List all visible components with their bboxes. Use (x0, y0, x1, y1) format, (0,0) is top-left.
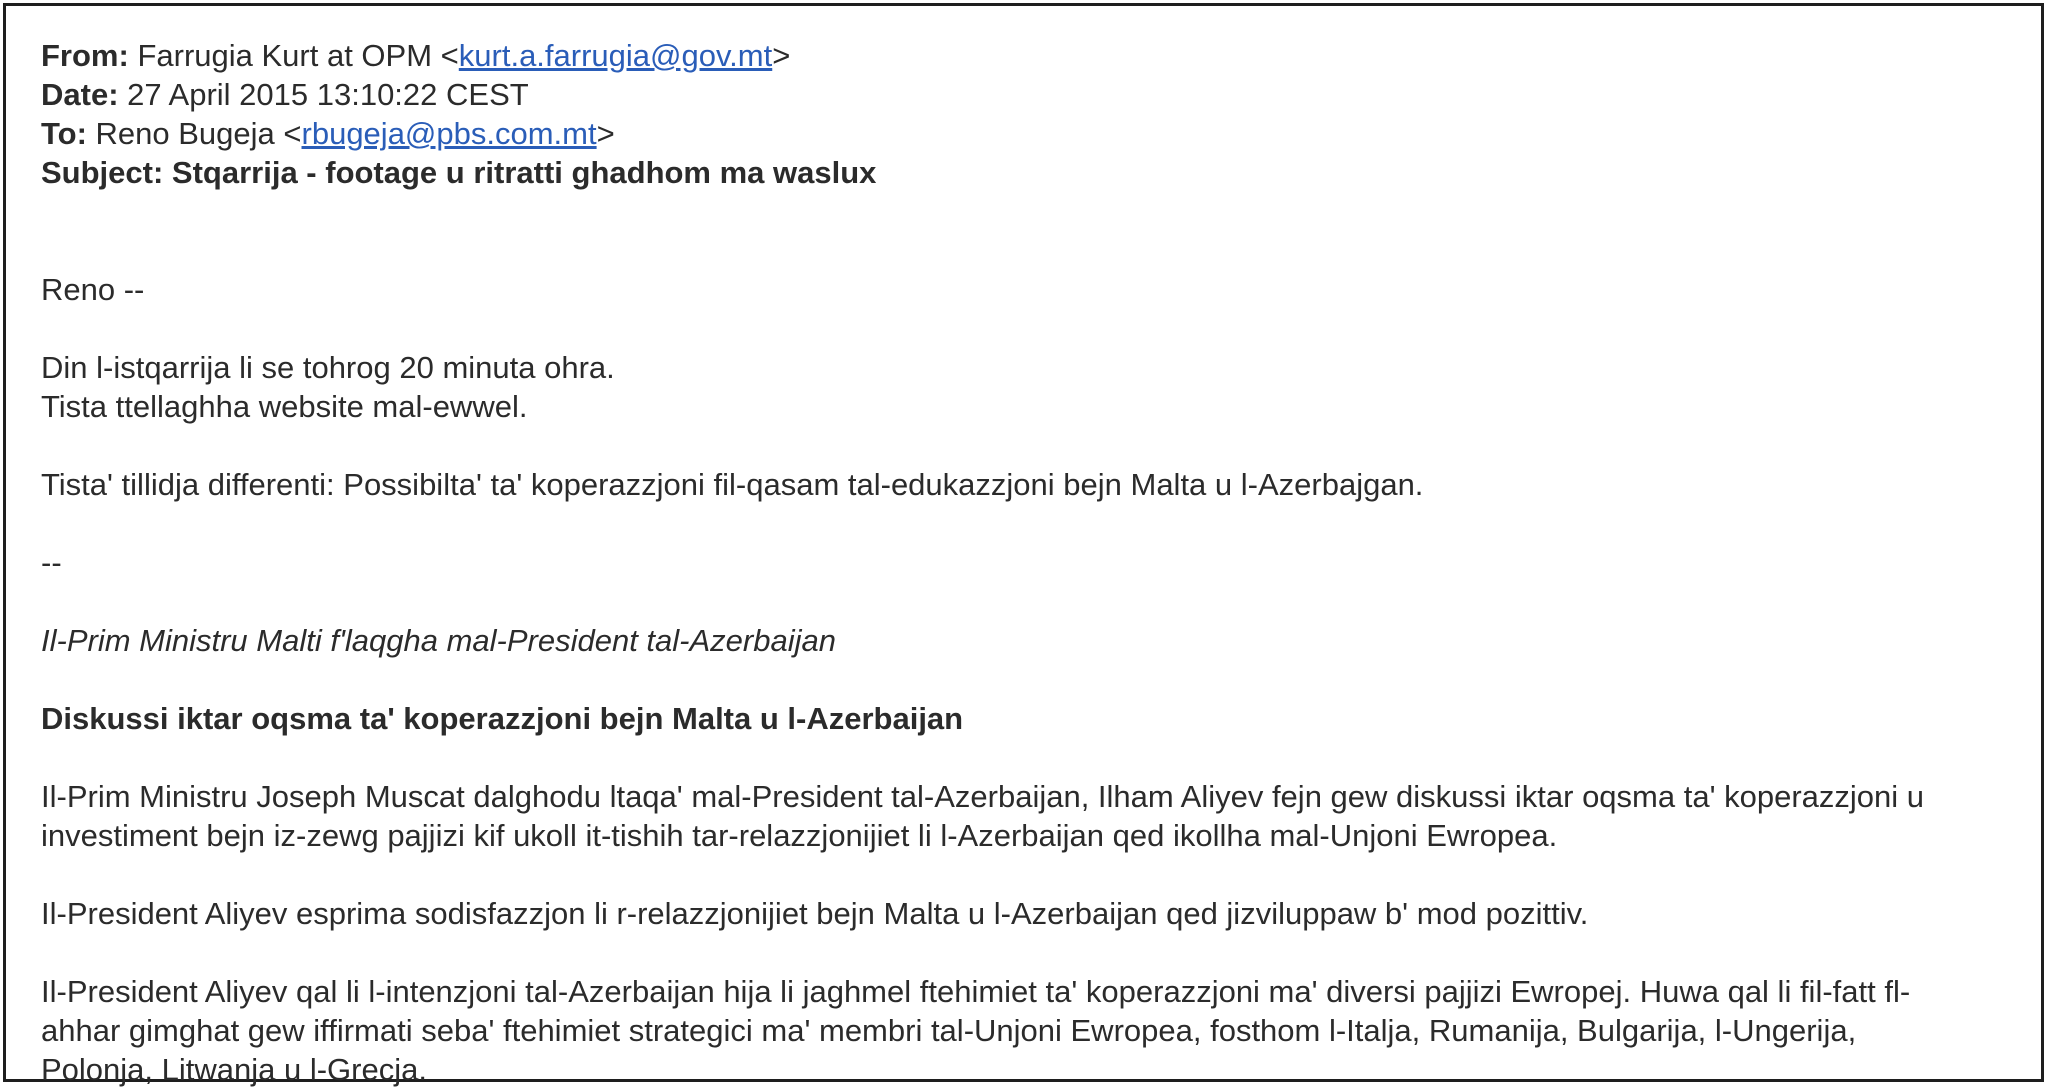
email-content (41, 36, 2011, 1089)
paragraph-3-line-1: Il-President Aliyev qal li l-intenzjoni tal-Azerbaijan hija li jaghmel ftehimiet ta' koperazzjoni ma' diversi pajjizi Ewropej. Huwa qal li fil-fatt fl- (41, 974, 1911, 1009)
italic-heading: Il-Prim Ministru Malti f'laqgha mal-President tal-Azerbaijan (41, 623, 836, 658)
from-close-bracket: > (772, 38, 791, 73)
body-line-2: Tista ttellaghha website mal-ewwel. (41, 389, 528, 424)
to-label: To: (41, 116, 87, 151)
from-email-link[interactable]: kurt.a.farrugia@gov.mt (458, 38, 773, 73)
subject-value: Stqarrija - footage u ritratti ghadhom ma waslux (171, 155, 877, 190)
from-name: Farrugia Kurt at OPM (137, 38, 433, 73)
paragraph-1-line-2: investiment bejn iz-zewg pajjizi kif ukoll it-tishih tar-relazzjonijiet li l-Azerbaijan qed ikollha mal-Unjoni Ewropea. (41, 818, 1558, 853)
signature-separator: -- (41, 545, 62, 580)
subject-label: Subject: (41, 155, 164, 190)
email-header-to (41, 114, 2011, 153)
date-value: 27 April 2015 13:10:22 CEST (127, 77, 529, 112)
email-document-frame (3, 3, 2044, 1087)
to-close-bracket: > (596, 116, 615, 151)
greeting: Reno -- (41, 272, 145, 307)
paragraph-1-line-1: Il-Prim Ministru Joseph Muscat dalghodu ltaqa' mal-President tal-Azerbaijan, Ilham Aliyev fejn gew diskussi iktar oqsma ta' koperazzjoni u (41, 779, 1925, 814)
from-open-bracket: < (440, 38, 459, 73)
body-line-1: Din l-istqarrija li se tohrog 20 minuta ohra. (41, 350, 615, 385)
paragraph-3-line-2: ahhar gimghat gew iffirmati seba' ftehimiet strategici ma' membri tal-Unjoni Ewropea, fosthom l-Italja, Rumanija, Bulgarija, l-Ungerija, (41, 1013, 1857, 1048)
email-header-from (41, 36, 2011, 75)
paragraph-2: Il-President Aliyev esprima sodisfazzjon li r-relazzjonijiet bejn Malta u l-Azerbaijan qed jizviluppaw b' mod pozittiv. (41, 896, 1589, 931)
body-line-3: Tista' tillidja differenti: Possibilta' ta' koperazzjoni fil-qasam tal-edukazzjoni bejn Malta u l-Azerbajgan. (41, 467, 1424, 502)
paragraph-3-line-3: Polonja, Litwanja u l-Grecja. (41, 1052, 427, 1087)
email-header-subject (41, 153, 2011, 192)
email-header-date (41, 75, 2011, 114)
to-email-link[interactable]: rbugeja@pbs.com.mt (301, 116, 597, 151)
from-label: From: (41, 38, 129, 73)
bold-heading: Diskussi iktar oqsma ta' koperazzjoni bejn Malta u l-Azerbaijan (41, 701, 964, 736)
to-name: Reno Bugeja (95, 116, 275, 151)
to-open-bracket: < (283, 116, 302, 151)
date-label: Date: (41, 77, 119, 112)
